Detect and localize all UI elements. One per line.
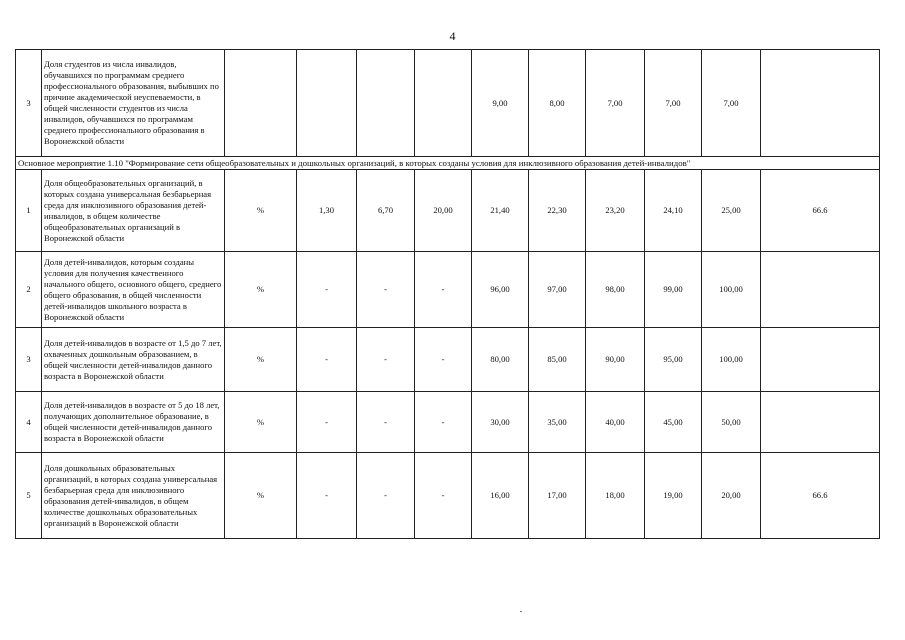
value-cell: 6,70 (357, 170, 415, 252)
value-cell: - (297, 328, 357, 392)
table-row (16, 328, 880, 392)
value-cell: 17,00 (529, 453, 586, 539)
value-cell: 96,00 (472, 252, 529, 328)
value-cell: 7,00 (645, 50, 702, 157)
table-row (16, 453, 880, 539)
note-cell (761, 328, 880, 392)
value-cell: - (415, 392, 472, 453)
value-cell: 100,00 (702, 328, 761, 392)
value-cell: 20,00 (415, 170, 472, 252)
unit-cell (225, 50, 297, 157)
table-row (16, 50, 880, 157)
value-cell: - (357, 328, 415, 392)
scan-speck (520, 611, 522, 612)
value-cell: 100,00 (702, 252, 761, 328)
row-number: 4 (16, 392, 42, 453)
row-number: 5 (16, 453, 42, 539)
value-cell: 98,00 (586, 252, 645, 328)
table-row (16, 252, 880, 328)
row-number: 3 (16, 50, 42, 157)
page-number: 4 (449, 29, 456, 43)
unit-cell: % (225, 328, 297, 392)
indicator-name: Доля детей-инвалидов в возрасте от 1,5 до 7 лет, охваченных дошкольным образованием, в общей численности детей-инвалидов данного возраста в Воронежской области (42, 328, 225, 392)
value-cell: - (297, 252, 357, 328)
value-cell: - (415, 328, 472, 392)
value-cell: 40,00 (586, 392, 645, 453)
unit-cell: % (225, 392, 297, 453)
row-number: 1 (16, 170, 42, 252)
value-cell: 99,00 (645, 252, 702, 328)
value-cell: 21,40 (472, 170, 529, 252)
value-cell: 19,00 (645, 453, 702, 539)
value-cell: - (357, 453, 415, 539)
value-cell: - (415, 252, 472, 328)
value-cell: - (415, 453, 472, 539)
value-cell: 90,00 (586, 328, 645, 392)
value-cell (297, 50, 357, 157)
indicators-table (15, 49, 880, 539)
value-cell: 50,00 (702, 392, 761, 453)
value-cell: 24,10 (645, 170, 702, 252)
table-row (16, 392, 880, 453)
row-number: 2 (16, 252, 42, 328)
value-cell: 20,00 (702, 453, 761, 539)
value-cell: 30,00 (472, 392, 529, 453)
value-cell: 25,00 (702, 170, 761, 252)
value-cell: - (357, 392, 415, 453)
indicator-name: Доля дошкольных образовательных организаций, в которых создана универсальная безбарьерная среда для инклюзивного образования детей-инвалидов, в общем количестве дошкольных образовательных организаций в Воронежской области (42, 453, 225, 539)
indicator-name: Доля общеобразовательных организаций, в которых создана универсальная безбарьерная среда для инклюзивного образования детей-инвалидов, в общем количестве общеобразовательных организаций в Воронежской области (42, 170, 225, 252)
indicator-name: Доля детей-инвалидов в возрасте от 5 до 18 лет, получающих дополнительное образование, в общей численности детей-инвалидов данного возраста в Воронежской области (42, 392, 225, 453)
value-cell: 85,00 (529, 328, 586, 392)
value-cell: 35,00 (529, 392, 586, 453)
note-cell (761, 50, 880, 157)
table-row (16, 170, 880, 252)
indicator-name: Доля студентов из числа инвалидов, обучавшихся по программам среднего профессионального образования, выбывших по причине академической неуспеваемости, в общей численности студентов из числа инвалидов, обучавшихся по программам среднего профессионального образования в Воронежской области (42, 50, 225, 157)
value-cell: 1,30 (297, 170, 357, 252)
value-cell: - (357, 252, 415, 328)
section-row (16, 157, 880, 170)
unit-cell: % (225, 252, 297, 328)
unit-cell: % (225, 170, 297, 252)
unit-cell: % (225, 453, 297, 539)
value-cell: 7,00 (702, 50, 761, 157)
section-title: Основное мероприятие 1.10 "Формирование сети общеобразовательных и дошкольных организаций, в которых созданы условия для инклюзивного образования детей-инвалидов" (16, 157, 880, 170)
row-number: 3 (16, 328, 42, 392)
value-cell: - (297, 453, 357, 539)
value-cell (357, 50, 415, 157)
note-cell (761, 252, 880, 328)
indicator-name: Доля детей-инвалидов, которым созданы условия для получения качественного начального общего, основного общего, среднего общего образования, в общей численности детей-инвалидов школьного возраста в Воронежской области (42, 252, 225, 328)
value-cell: 8,00 (529, 50, 586, 157)
value-cell: 9,00 (472, 50, 529, 157)
note-cell: 66.6 (761, 453, 880, 539)
value-cell: 16,00 (472, 453, 529, 539)
value-cell: 97,00 (529, 252, 586, 328)
value-cell: 22,30 (529, 170, 586, 252)
value-cell: 80,00 (472, 328, 529, 392)
note-cell (761, 392, 880, 453)
value-cell: 7,00 (586, 50, 645, 157)
value-cell: - (297, 392, 357, 453)
value-cell: 45,00 (645, 392, 702, 453)
value-cell: 18,00 (586, 453, 645, 539)
value-cell (415, 50, 472, 157)
note-cell: 66.6 (761, 170, 880, 252)
value-cell: 23,20 (586, 170, 645, 252)
value-cell: 95,00 (645, 328, 702, 392)
